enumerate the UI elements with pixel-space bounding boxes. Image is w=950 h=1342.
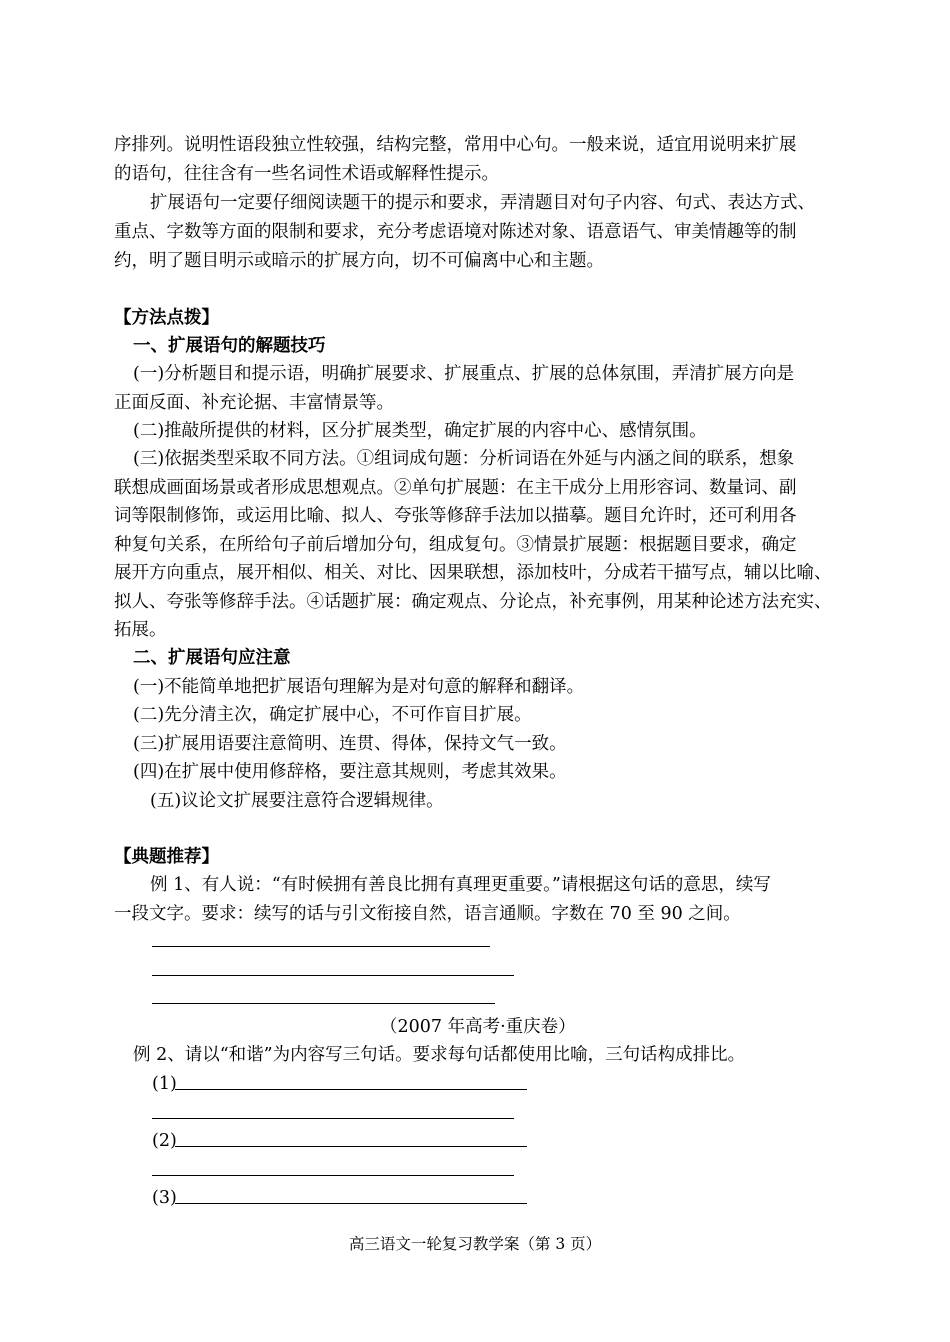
intro-line: 重点、字数等方面的限制和要求，充分考虑语境对陈述对象、语意语气、审美情趣等的制: [114, 222, 797, 242]
answer-blank-8[interactable]: [175, 1203, 527, 1204]
page-footer: 高三语文一轮复习教学案（第 3 页）: [348, 1235, 602, 1253]
answer-blank-1[interactable]: [152, 946, 490, 947]
blank-label: (2): [152, 1131, 177, 1151]
intro-line: 约，明了题目明示或暗示的扩展方向，切不可偏离中心和主题。: [114, 251, 604, 271]
method-heading: 【方法点拨】: [114, 308, 219, 328]
examples-heading: 【典题推荐】: [114, 847, 219, 867]
method-p3-line: 联想成画面场景或者形成思想观点。②单句扩展题：在主干成分上用形容词、数量词、副: [114, 478, 797, 498]
note-item: (一)不能简单地把扩展语句理解为是对句意的解释和翻译。: [133, 677, 585, 697]
blank-label: (1): [152, 1074, 177, 1094]
method-p1-line: 正面反面、补充论据、丰富情景等。: [114, 393, 394, 413]
method-p3-line: (三)依据类型采取不同方法。①组词成句题：分析词语在外延与内涵之间的联系，想象: [133, 449, 795, 469]
example-2-line: 例 2、请以“和谐”为内容写三句话。要求每句话都使用比喻，三句话构成排比。: [133, 1045, 746, 1065]
method-p1-line: (一)分析题目和提示语，明确扩展要求、扩展重点、扩展的总体氛围，弄清扩展方向是: [133, 364, 795, 384]
note-item: (三)扩展用语要注意简明、连贯、得体，保持文气一致。: [133, 734, 567, 754]
method-p3-line: 拟人、夸张等修辞手法。④话题扩展：确定观点、分论点，补充事例，用某种论述方法充实、: [114, 592, 832, 612]
note-item: (四)在扩展中使用修辞格，要注意其规则，考虑其效果。: [133, 762, 567, 782]
answer-blank-4[interactable]: [175, 1089, 527, 1090]
method-subheading-1: 一、扩展语句的解题技巧: [133, 336, 326, 356]
blank-label: (3): [152, 1188, 177, 1208]
method-p3-line: 展开方向重点，展开相似、相关、对比、因果联想，添加枝叶，分成若干描写点，辅以比喻、: [114, 563, 832, 583]
answer-blank-3[interactable]: [152, 1003, 495, 1004]
method-p3-line: 种复句关系，在所给句子前后增加分句，组成复句。③情景扩展题：根据题目要求，确定: [114, 535, 797, 555]
answer-blank-2[interactable]: [152, 975, 514, 976]
answer-blank-5[interactable]: [152, 1118, 514, 1119]
answer-blank-7[interactable]: [152, 1175, 514, 1176]
answer-blank-6[interactable]: [175, 1146, 527, 1147]
note-item: (五)议论文扩展要注意符合逻辑规律。: [150, 791, 444, 811]
intro-line: 序排列。说明性语段独立性较强，结构完整，常用中心句。一般来说，适宜用说明来扩展: [114, 135, 797, 155]
method-subheading-2: 二、扩展语句应注意: [133, 648, 291, 668]
method-p3-line: 词等限制修饰，或运用比喻、拟人、夸张等修辞手法加以描摹。题目允许时，还可利用各: [114, 506, 797, 526]
example-source: （2007 年高考·重庆卷）: [380, 1017, 576, 1037]
example-1-line: 例 1、有人说：“有时候拥有善良比拥有真理更重要。”请根据这句话的意思，续写: [150, 875, 771, 895]
method-p3-line: 拓展。: [114, 620, 167, 640]
intro-line: 扩展语句一定要仔细阅读题干的提示和要求，弄清题目对句子内容、句式、表达方式、: [150, 193, 815, 213]
example-1-line: 一段文字。要求：续写的话与引文衔接自然，语言通顺。字数在 70 至 90 之间。: [114, 904, 741, 924]
method-p2-line: (二)推敲所提供的材料，区分扩展类型，确定扩展的内容中心、感情氛围。: [133, 421, 707, 441]
note-item: (二)先分清主次，确定扩展中心，不可作盲目扩展。: [133, 705, 532, 725]
intro-line: 的语句，往往含有一些名词性术语或解释性提示。: [114, 164, 499, 184]
